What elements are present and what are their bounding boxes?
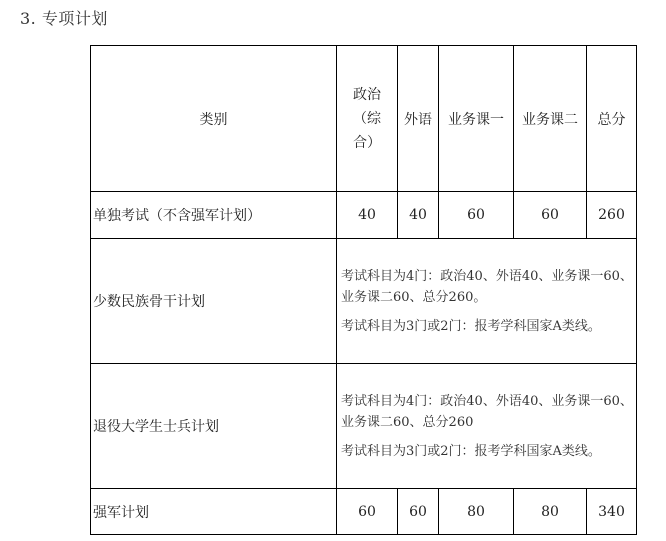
cell-language: 60 [398, 489, 439, 535]
header-politics-line1: 政治 [353, 86, 381, 103]
note-four-subjects: 考试科目为4门：政治40、外语40、业务课一60、业务课二60、总分260。 [341, 268, 633, 305]
table-row [91, 239, 637, 364]
table-row [91, 489, 637, 535]
cell-total: 260 [587, 192, 637, 239]
table-header-row [91, 46, 637, 192]
cell-politics: 40 [337, 192, 398, 239]
cell-course1: 80 [439, 489, 514, 535]
section-heading: 3. 专项计划 [20, 9, 108, 28]
cell-politics: 60 [337, 489, 398, 535]
score-requirements-table [90, 45, 637, 535]
header-course1: 业务课一 [439, 46, 514, 192]
row-category: 退役大学生士兵计划 [91, 364, 337, 489]
table-row [91, 364, 637, 489]
cell-total: 340 [587, 489, 637, 535]
header-politics-line2: （综 [353, 110, 381, 127]
note-three-or-two-subjects: 考试科目为3门或2门：报考学科国家A类线。 [341, 443, 601, 459]
row-note-cell [337, 239, 637, 364]
cell-course1: 60 [439, 192, 514, 239]
header-language: 外语 [398, 46, 439, 192]
row-note-cell [337, 364, 637, 489]
header-category: 类别 [91, 46, 337, 192]
cell-course2: 80 [514, 489, 587, 535]
header-politics-line3: 合） [353, 134, 381, 151]
row-category: 单独考试（不含强军计划） [91, 192, 337, 239]
header-total: 总分 [587, 46, 637, 192]
cell-language: 40 [398, 192, 439, 239]
note-four-subjects: 考试科目为4门：政治40、外语40、业务课一60、业务课二60、总分260 [341, 393, 633, 430]
table-row [91, 192, 637, 239]
row-category: 少数民族骨干计划 [91, 239, 337, 364]
cell-course2: 60 [514, 192, 587, 239]
header-politics [337, 46, 398, 192]
header-course2: 业务课二 [514, 46, 587, 192]
note-three-or-two-subjects: 考试科目为3门或2门：报考学科国家A类线。 [341, 318, 601, 334]
row-category: 强军计划 [91, 489, 337, 535]
